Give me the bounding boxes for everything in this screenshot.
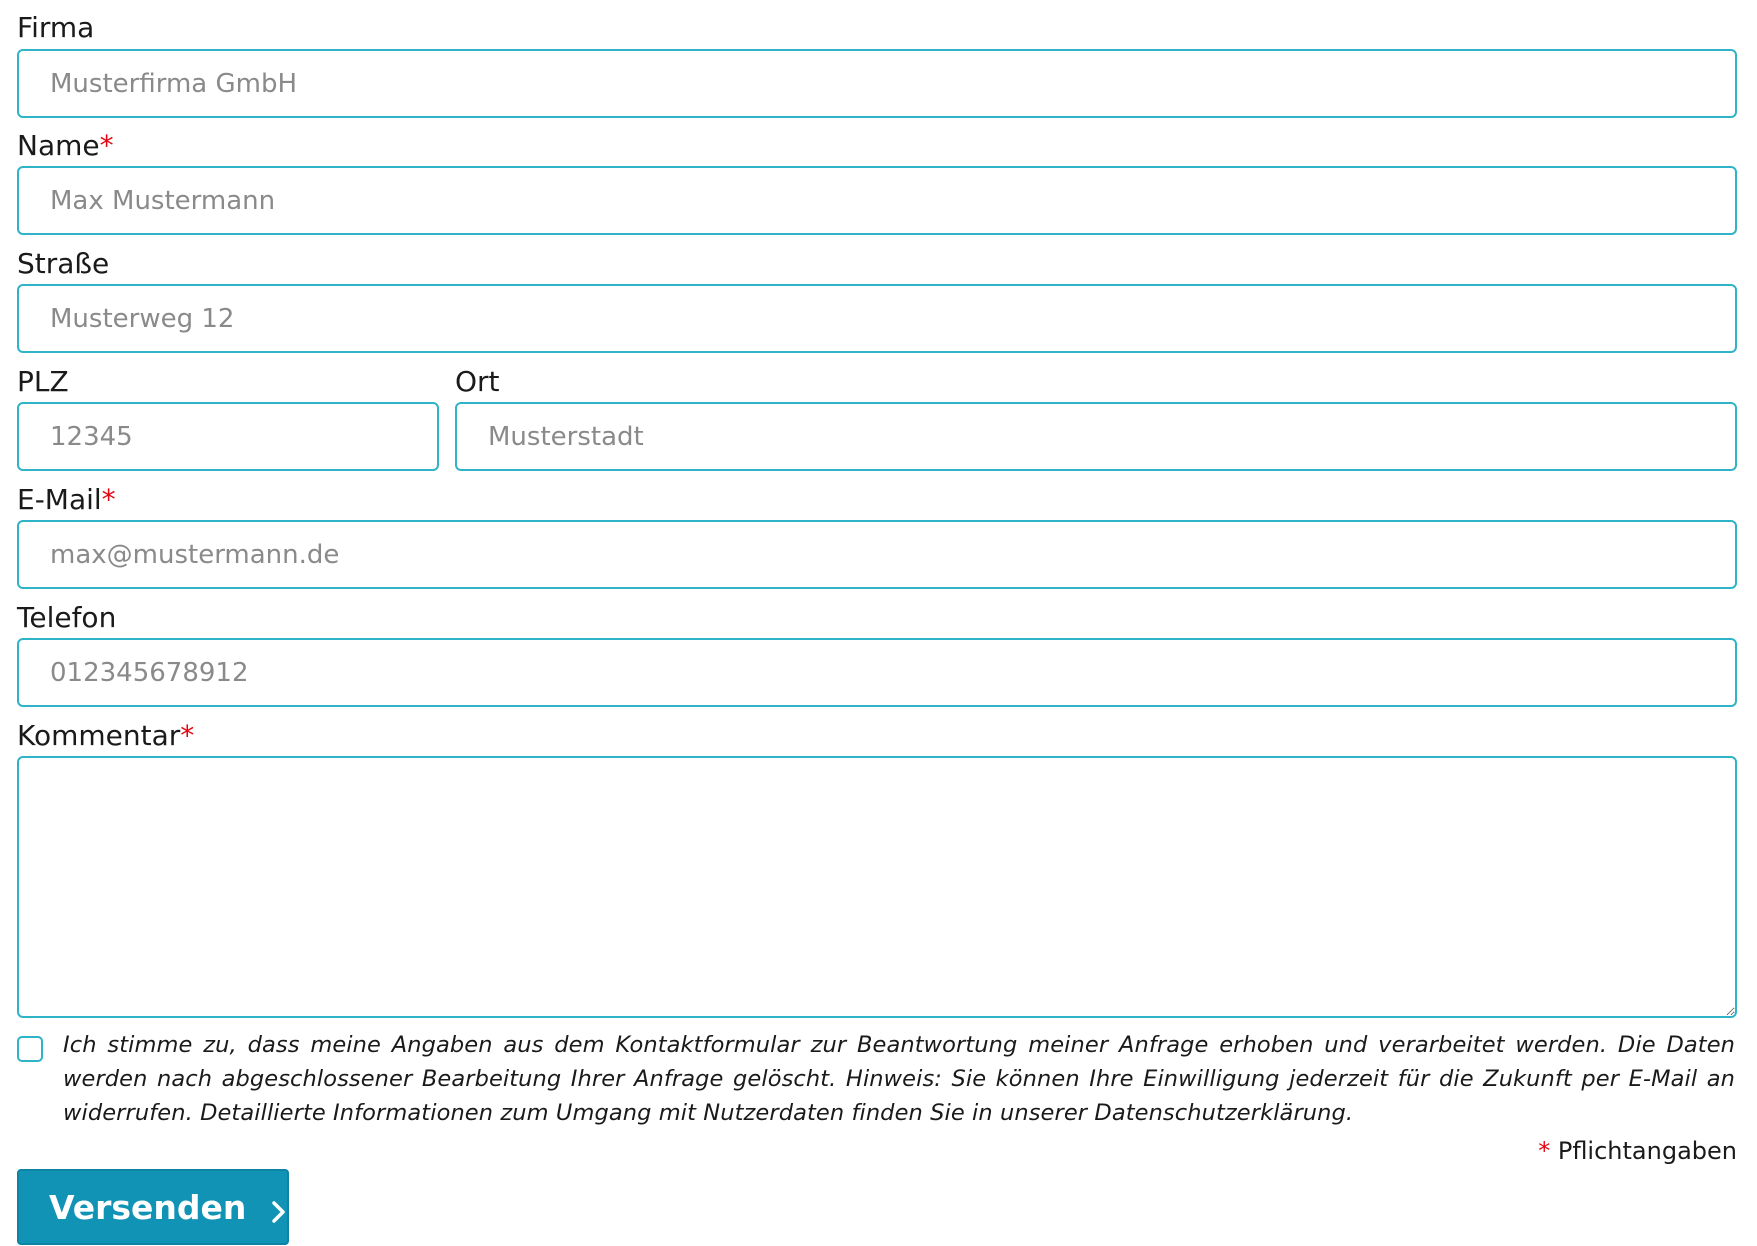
required-marker: *: [1538, 1137, 1551, 1165]
telefon-label: Telefon: [17, 601, 117, 634]
required-note-label: Pflichtangaben: [1557, 1137, 1737, 1165]
firma-label: Firma: [17, 11, 95, 44]
plz-label: PLZ: [17, 365, 69, 398]
required-marker: *: [101, 483, 116, 516]
firma-input[interactable]: [17, 49, 1737, 118]
kommentar-textarea[interactable]: [17, 756, 1737, 1018]
chevron-right-icon: [268, 1194, 290, 1220]
ort-label: Ort: [455, 365, 500, 398]
strasse-label: Straße: [17, 247, 110, 280]
required-note: [1538, 1136, 1737, 1166]
ort-input[interactable]: [455, 402, 1737, 471]
consent-checkbox[interactable]: [17, 1036, 43, 1062]
email-input[interactable]: [17, 520, 1737, 589]
kommentar-label: Kommentar*: [17, 719, 195, 752]
name-label: Name*: [17, 129, 114, 162]
submit-button-label: Versenden: [49, 1187, 247, 1227]
submit-button[interactable]: [17, 1169, 289, 1245]
required-marker: *: [99, 129, 114, 162]
required-marker: *: [180, 719, 195, 752]
strasse-input[interactable]: [17, 284, 1737, 353]
telefon-input[interactable]: [17, 638, 1737, 707]
email-label: E-Mail*: [17, 483, 116, 516]
plz-input[interactable]: [17, 402, 439, 471]
consent-text: Ich stimme zu, dass meine Angaben aus dem Kontaktformular zur Beantwortung meiner Anfrage erhoben und verarbeitet werden. Die Daten werden nach abgeschlossener Bearbeitung Ihrer Anfrage gelöscht. Hinweis: Sie können Ihre Einwilligung jederzeit für die Zukunft per E-Mail an widerrufen. Detaillierte Informationen zum Umgang mit Nutzerdaten finden Sie in unserer Datenschutzerklärung.: [63, 1032, 1735, 1126]
name-input[interactable]: [17, 166, 1737, 235]
